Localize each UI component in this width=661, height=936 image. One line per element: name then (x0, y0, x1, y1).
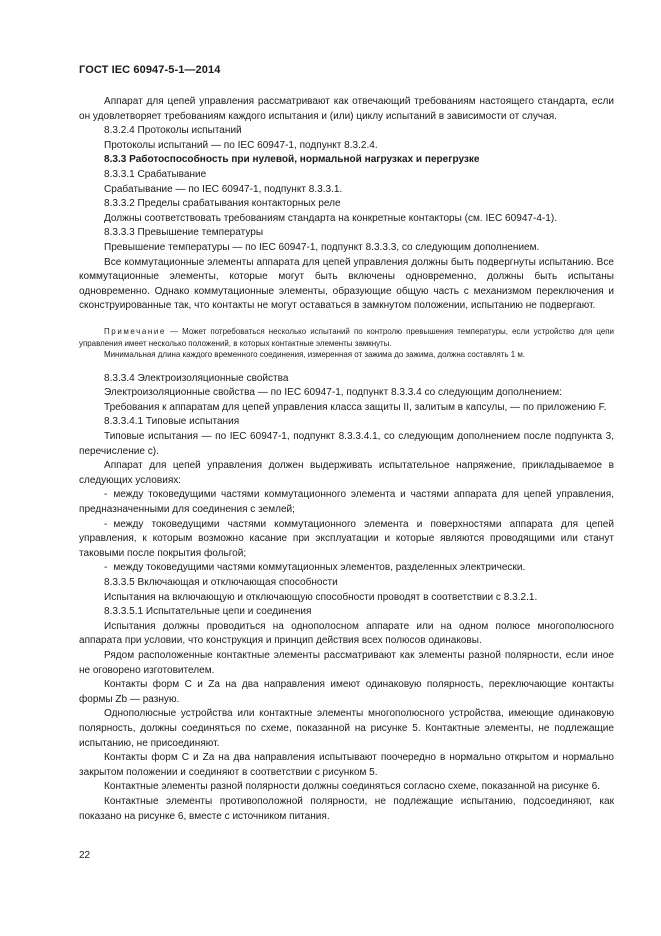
list-item-text: между токоведущими частями коммутационного элемента и поверхностями аппарата для цепей управления, к которым возможно касание при эксплуатации и которые являются проводящими или станут таковыми после покрытия фольгой; (79, 518, 614, 559)
paragraph: Аппарат для цепей управления должен выдерживать испытательное напряжение, прикладываемое в следующих условиях: (79, 460, 614, 486)
list-item-text: между токоведущими частями коммутационных элементов, разделенных электрически. (113, 562, 526, 574)
paragraph: Контактные элементы разной полярности должны соединяться согласно схеме, показанной на рисунке 6. (104, 781, 600, 793)
section-heading: 8.3.2.4 Протоколы испытаний (104, 125, 242, 137)
paragraph: Должны соответствовать требованиям стандарта на конкретные контакторы (см. IEC 60947-4-1). (104, 212, 557, 224)
paragraph: Типовые испытания — по IEC 60947-1, подпункт 8.3.3.4.1, со следующим дополнением после подпункта 3, перечисление с). (79, 431, 614, 457)
section-heading: 8.3.3.4.1 Типовые испытания (104, 416, 240, 428)
paragraph: Испытания должны проводиться на однополосном аппарате или на одном полюсе многополюсного аппарата при условии, что конструкция и принцип действия всех полюсов одинаковы. (79, 620, 614, 647)
list-item (79, 488, 614, 517)
section-heading: 8.3.3.5 Включающая и отключающая способности (104, 577, 338, 588)
paragraph: Требования к аппаратам для цепей управления класса защиты II, залитым в капсулы, — по приложению F. (104, 401, 607, 413)
paragraph: Контакты форм С и Za на два направления испытывают поочередно в нормально открытом и нормально закрытом положении и соединяют в соответствии с рисунком 5. (79, 752, 614, 778)
paragraph: Рядом расположенные контактные элементы рассматривают как элементы разной полярности, если иное не оговорено изготовителем. (79, 649, 614, 676)
paragraph: Однополюсные устройства или контактные элементы многополюсного устройства, имеющие одинаковую полярность, должны соединяться по схеме, показанной на рисунке 5. Контактные элементы, не подлежащие испытанию, не присоединяют. (79, 708, 614, 749)
note-text: — Может потребоваться несколько испытаний по контролю превышения температуры, если устройство для цепи управления имеет несколько положений, в которых контактные элементы замкнуты. (79, 326, 614, 348)
paragraph: Срабатывание — по IEC 60947-1, подпункт 8.3.3.1. (104, 183, 343, 195)
paragraph: Аппарат для цепей управления рассматривают как отвечающий требованиям настоящего стандарта, если он удовлетворяет требованиям каждого испытания и (или) циклу испытаний в зависимости от случая. (79, 96, 614, 122)
list-item (79, 518, 614, 562)
list-item (79, 561, 614, 576)
section-heading: 8.3.3.3 Превышение температуры (104, 227, 264, 239)
page-number: 22 (79, 850, 91, 861)
paragraph: Контакты форм С и Za на два направления имеют одинаковую полярность, переключающие контакты формы Zb — разную. (79, 679, 614, 705)
paragraph: Превышение температуры — по IEC 60947-1, подпункт 8.3.3.3, со следующим дополнением. (104, 241, 540, 253)
note (79, 326, 614, 349)
section-heading: 8.3.3.1 Срабатывание (104, 168, 207, 180)
paragraph: Испытания на включающую и отключающую способности проводят в соответствии с 8.3.2.1. (104, 591, 538, 603)
document-header: ГОСТ IEC 60947-5-1—2014 (79, 64, 221, 76)
note-label: Примечание (104, 326, 166, 336)
document-body (79, 95, 614, 824)
list-dash: - (104, 562, 108, 574)
paragraph: Все коммутационные элементы аппарата для цепей управления должны быть подвергнуты испытанию. Все коммутационные элементы, которые могут быть включены одновременно, должны быть испытаны одновременно. Однако коммутационные элементы, образующие общую часть с механизмом переключения и сконструированные так, что контакты не могут оставаться в замкнутом положении, испытанию не подвергают. (79, 256, 614, 312)
section-heading: 8.3.3 Работоспособность при нулевой, нормальной нагрузках и перегрузке (104, 154, 480, 166)
section-heading: 8.3.3.2 Пределы срабатывания контакторных реле (104, 198, 341, 210)
note: Минимальная длина каждого временного соединения, измеренная от зажима до зажима, должна составлять 1 м. (104, 350, 525, 360)
section-heading: 8.3.3.4 Электроизоляционные свойства (104, 372, 289, 384)
list-dash: - (104, 489, 108, 501)
paragraph: Контактные элементы противоположной полярности, не подлежащие испытанию, подсоединяют, как показано на рисунке 6, вместе с источником питания. (79, 795, 614, 822)
list-dash: - (104, 518, 108, 530)
section-heading: 8.3.3.5.1 Испытательные цепи и соединения (104, 606, 312, 618)
paragraph: Протоколы испытаний — по IEC 60947-1, подпункт 8.3.2.4. (104, 139, 378, 151)
list-item-text: между токоведущими частями коммутационного элемента и частями аппарата для цепей управления, предназначенными для соединения с землей; (79, 489, 614, 516)
paragraph: Электроизоляционные свойства — по IEC 60947-1, подпункт 8.3.3.4 со следующим дополнением: (104, 387, 562, 399)
